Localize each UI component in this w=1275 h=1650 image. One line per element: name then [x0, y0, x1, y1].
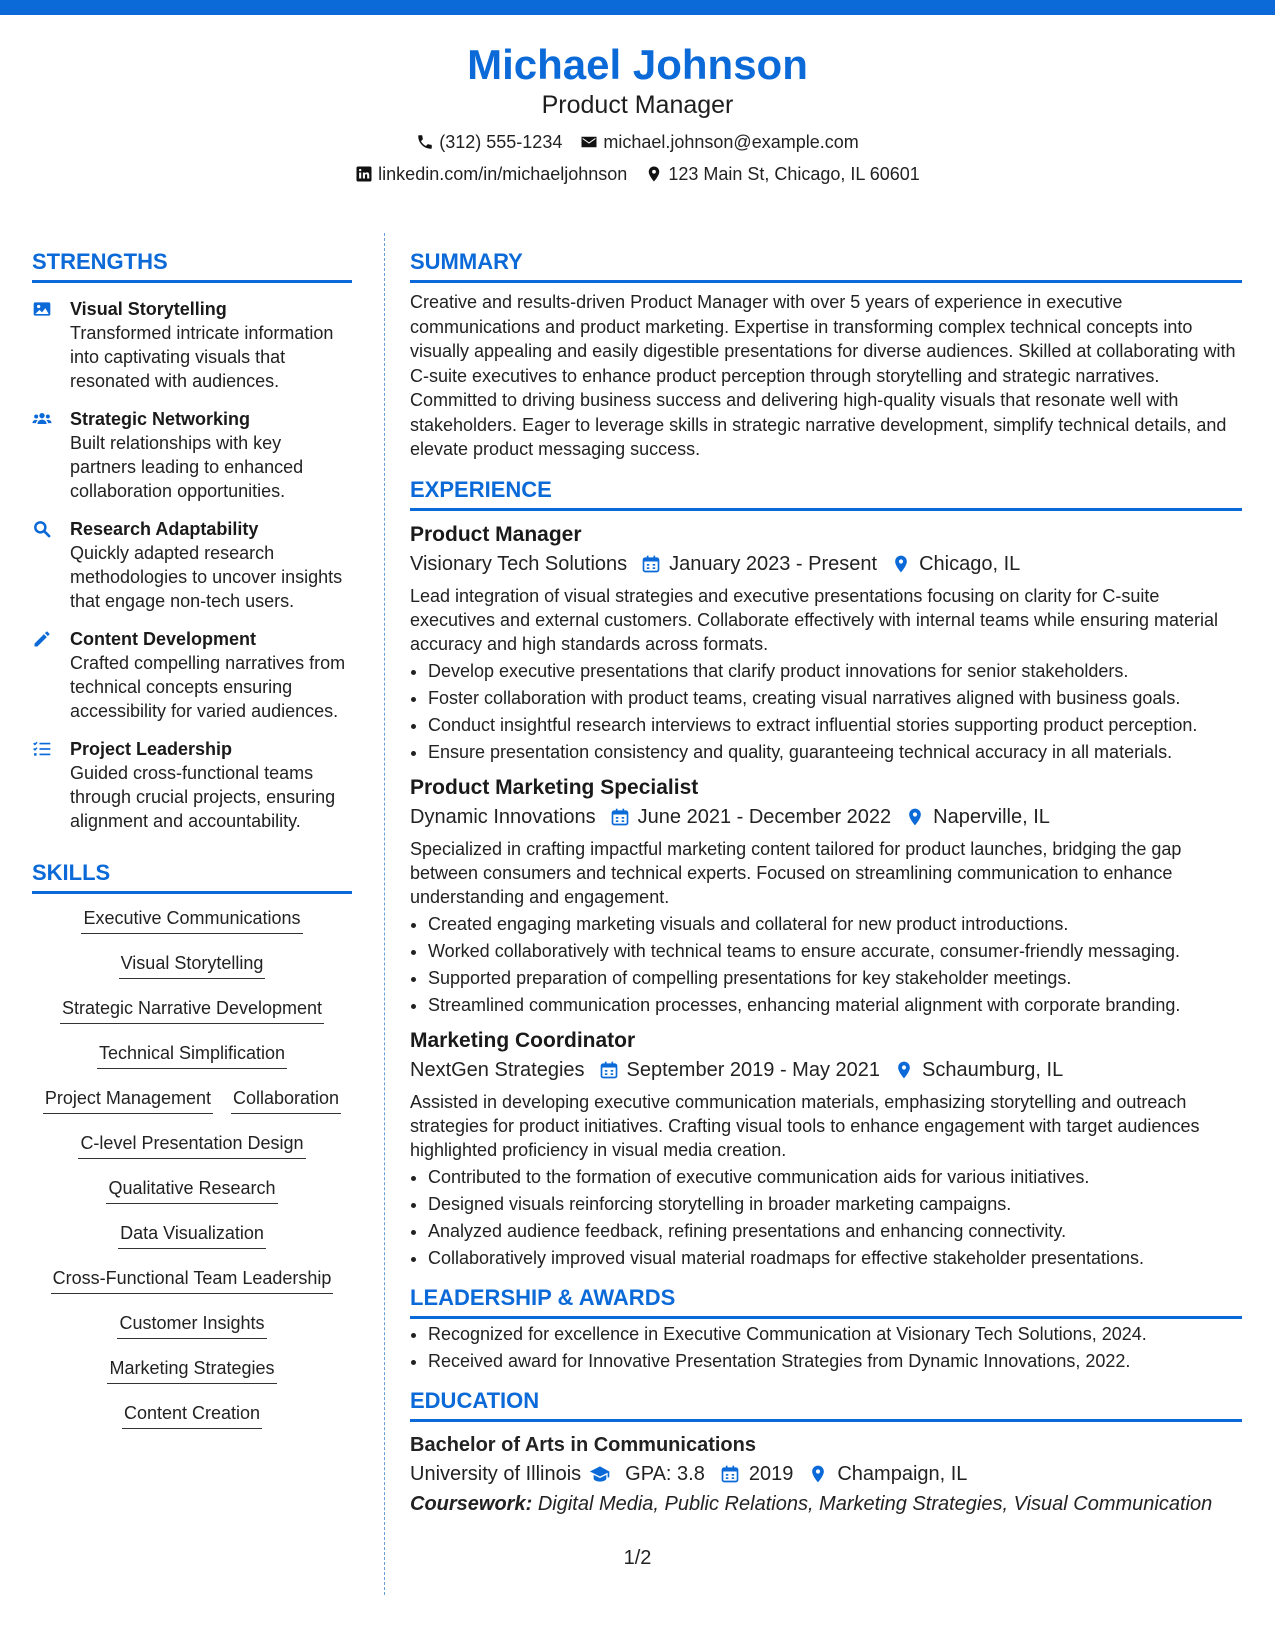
strength-title: Research Adaptability	[70, 519, 259, 539]
pencil-icon	[32, 629, 52, 649]
phone-text: (312) 555-1234	[439, 132, 563, 152]
page-number: 1/2	[623, 1547, 652, 1569]
contact-row-2	[0, 162, 1275, 186]
education-school: University of Illinois	[410, 1462, 582, 1485]
list-check-icon	[32, 739, 52, 759]
map-pin-icon	[645, 165, 663, 183]
search-icon	[32, 519, 52, 539]
strength-item	[32, 737, 352, 833]
map-pin-icon	[894, 1060, 914, 1080]
education-gpa: GPA: 3.8	[625, 1462, 705, 1485]
job-location: Naperville, IL	[933, 805, 1050, 828]
skill-tag: Executive Communications	[81, 906, 302, 934]
skill-tag: Cross-Functional Team Leadership	[51, 1266, 334, 1294]
job-bullet: • Created engaging marketing visuals and collateral for new product introductions.	[428, 912, 1242, 936]
strength-desc: Crafted compelling narratives from technical concepts ensuring accessibility for varied audiences.	[70, 653, 346, 721]
address-contact	[645, 162, 920, 186]
job-location: Schaumburg, IL	[922, 1058, 1064, 1081]
candidate-role: Product Manager	[541, 91, 734, 119]
job-meta	[410, 550, 1242, 578]
calendar-icon	[641, 554, 661, 574]
job-entry	[410, 774, 1242, 1017]
job-description: Assisted in developing executive communication materials, emphasizing storytelling and outreach strategies for product initiatives. Crafting visual tools to enhance engagement with target audiences highlighted proficiency in visual media creation.	[410, 1091, 1200, 1160]
strength-desc: Guided cross-functional teams through crucial projects, ensuring alignment and accountability.	[70, 763, 336, 831]
skill-tag: Strategic Narrative Development	[60, 996, 324, 1024]
education-degree: Bachelor of Arts in Communications	[410, 1433, 756, 1456]
education-heading: EDUCATION	[410, 1387, 1242, 1422]
calendar-icon	[610, 807, 630, 827]
skills-list	[32, 906, 352, 1429]
top-accent-bar	[0, 0, 1275, 15]
column-divider	[384, 233, 385, 1595]
strength-desc: Built relationships with key partners leading to enhanced collaboration opportunities.	[70, 433, 304, 501]
image-icon	[32, 299, 52, 319]
skill-tag: Marketing Strategies	[107, 1356, 276, 1384]
job-entry	[410, 521, 1242, 764]
skill-tag: Project Management	[43, 1086, 213, 1114]
left-column	[32, 248, 352, 1429]
company-name: NextGen Strategies	[410, 1058, 585, 1081]
strength-item	[32, 517, 352, 613]
job-bullet: • Develop executive presentations that clarify product innovations for senior stakeholders.	[428, 659, 1242, 683]
linkedin-contact[interactable]	[355, 162, 627, 186]
job-meta	[410, 803, 1242, 831]
coursework-text: Digital Media, Public Relations, Marketing Strategies, Visual Communication	[537, 1492, 1213, 1515]
email-text: michael.johnson@example.com	[603, 132, 859, 152]
job-dates: January 2023 - Present	[669, 552, 878, 575]
job-description: Specialized in crafting impactful marketing content tailored for product launches, bridging the gap between consumers and technical experts. Focused on streamlining communication to enhance understanding and engagement.	[410, 838, 1182, 907]
skill-tag: Qualitative Research	[106, 1176, 277, 1204]
summary-heading: SUMMARY	[410, 248, 1242, 283]
skill-tag: Customer Insights	[117, 1311, 266, 1339]
skill-tag: Technical Simplification	[97, 1041, 287, 1069]
resume-header	[0, 40, 1275, 186]
job-entry	[410, 1027, 1242, 1270]
awards-heading: LEADERSHIP & AWARDS	[410, 1284, 1242, 1319]
skill-tag: Data Visualization	[118, 1221, 266, 1249]
phone-contact[interactable]	[416, 130, 562, 154]
job-dates: June 2021 - December 2022	[637, 805, 892, 828]
linkedin-text: linkedin.com/in/michaeljohnson	[378, 164, 628, 184]
job-description: Lead integration of visual strategies and executive presentations focusing on clarity for C-suite executives and external customers. Collaborate effectively with internal teams while ensuring material accuracy and high standards across formats.	[410, 585, 1219, 654]
calendar-icon	[719, 1464, 741, 1484]
education-location: Champaign, IL	[837, 1462, 968, 1485]
job-title: Product Marketing Specialist	[410, 775, 699, 799]
coursework-label: Coursework:	[410, 1492, 533, 1515]
graduation-cap-icon	[589, 1464, 611, 1484]
job-bullet: • Supported preparation of compelling presentations for key stakeholder meetings.	[428, 966, 1242, 990]
job-bullet: • Conduct insightful research interviews to extract influential stories supporting product perception.	[428, 713, 1242, 737]
right-column	[410, 248, 1242, 1518]
company-name: Visionary Tech Solutions	[410, 552, 628, 575]
strength-title: Visual Storytelling	[70, 299, 227, 319]
calendar-icon	[599, 1060, 619, 1080]
job-bullet: • Analyzed audience feedback, refining presentations and enhancing connectivity.	[428, 1219, 1242, 1243]
strength-item	[32, 407, 352, 503]
education-meta	[410, 1460, 1242, 1488]
job-meta	[410, 1056, 1242, 1084]
job-bullet: • Foster collaboration with product teams, creating visual narratives aligned with business goals.	[428, 686, 1242, 710]
job-bullet: • Ensure presentation consistency and quality, guaranteeing technical accuracy in all materials.	[428, 740, 1242, 764]
skills-heading: SKILLS	[32, 859, 352, 894]
skill-tag: C-level Presentation Design	[78, 1131, 305, 1159]
job-location: Chicago, IL	[919, 552, 1021, 575]
strength-title: Project Leadership	[70, 739, 233, 759]
strength-item	[32, 297, 352, 393]
job-dates: September 2019 - May 2021	[626, 1058, 881, 1081]
award-item: • Recognized for excellence in Executive Communication at Visionary Tech Solutions, 2024.	[428, 1322, 1242, 1346]
education-year: 2019	[748, 1462, 794, 1485]
contact-row-1	[0, 130, 1275, 154]
linkedin-icon	[355, 165, 373, 183]
skill-tag: Visual Storytelling	[119, 951, 266, 979]
company-name: Dynamic Innovations	[410, 805, 596, 828]
award-item: • Received award for Innovative Presentation Strategies from Dynamic Innovations, 2022.	[428, 1349, 1242, 1373]
experience-heading: EXPERIENCE	[410, 476, 1242, 511]
strength-desc: Transformed intricate information into captivating visuals that resonated with audiences.	[70, 323, 334, 391]
summary-text: Creative and results-driven Product Manager with over 5 years of experience in executive communications and product marketing. Expertise in transforming complex technical concepts into visually appealing and easily digestible presentations for diverse audiences. Skilled at collaborating with C-suite executives to enhance product perception through storytelling and strategic narratives. Committed to driving business success and delivering high-quality visuals that resonate well with stakeholders. Eager to leverage skills in strategic narrative development, simplify technical details, and elevate product messaging success.	[410, 292, 1236, 459]
strength-title: Content Development	[70, 629, 257, 649]
phone-icon	[416, 133, 434, 151]
job-title: Marketing Coordinator	[410, 1028, 636, 1052]
job-bullet: • Designed visuals reinforcing storytelling in broader marketing campaigns.	[428, 1192, 1242, 1216]
coursework-line	[410, 1490, 1242, 1518]
map-pin-icon	[891, 554, 911, 574]
map-pin-icon	[905, 807, 925, 827]
email-contact[interactable]	[580, 130, 858, 154]
skill-tag: Collaboration	[231, 1086, 341, 1114]
envelope-icon	[580, 133, 598, 151]
job-title: Product Manager	[410, 522, 582, 546]
address-text: 123 Main St, Chicago, IL 60601	[668, 164, 920, 184]
strength-desc: Quickly adapted research methodologies to uncover insights that engage non-tech users.	[70, 543, 343, 611]
job-bullet: • Collaboratively improved visual material roadmaps for effective stakeholder presentations.	[428, 1246, 1242, 1270]
strengths-heading: STRENGTHS	[32, 248, 352, 283]
job-bullet: • Contributed to the formation of executive communication aids for various initiatives.	[428, 1165, 1242, 1189]
strength-title: Strategic Networking	[70, 409, 251, 429]
strength-item	[32, 627, 352, 723]
users-icon	[32, 409, 52, 429]
skill-tag: Content Creation	[122, 1401, 262, 1429]
candidate-name: Michael Johnson	[467, 41, 808, 88]
map-pin-icon	[807, 1464, 829, 1484]
job-bullet: • Worked collaboratively with technical teams to ensure accurate, consumer-friendly messaging.	[428, 939, 1242, 963]
job-bullet: • Streamlined communication processes, enhancing material alignment with corporate branding.	[428, 993, 1242, 1017]
